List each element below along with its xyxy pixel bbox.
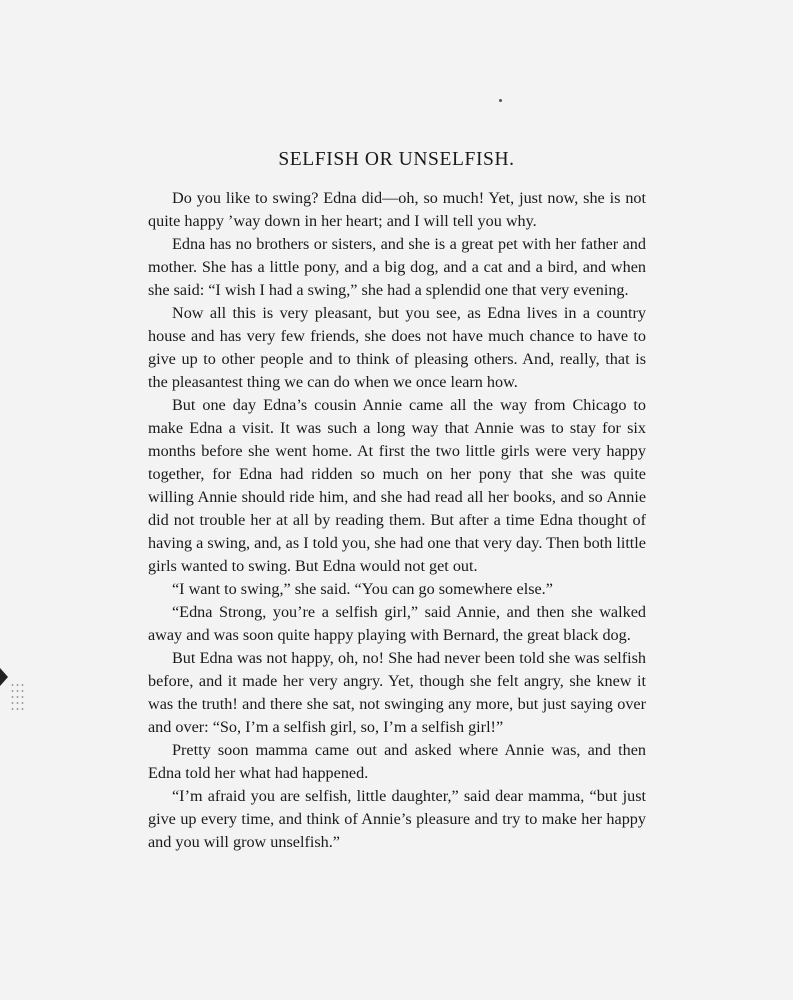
- paragraph-6: “Edna Strong, you’re a selfish girl,” said Annie, and then she walked away and was soon quite happy playing with Bernard, the great black dog.: [148, 603, 646, 644]
- margin-ink-mark: [0, 668, 8, 686]
- margin-ink-dots: [10, 682, 24, 710]
- paragraph-7: But Edna was not happy, oh, no! She had never been told she was selfish before, and it made her very angry. Yet, though she felt angry, she knew it was the truth! and there she sat, not swinging any more, but just saying over and over: “So, I’m a selfish girl, so, I’m a selfish girl!”: [148, 649, 646, 736]
- paragraph-8: Pretty soon mamma came out and asked where Annie was, and then Edna told her what had happened.: [148, 741, 646, 782]
- paragraph-2: Edna has no brothers or sisters, and she is a great pet with her father and mother. She has a little pony, and a big dog, and a cat and a bird, and when she said: “I wish I had a swing,” she had a splendid one that very evening.: [148, 235, 646, 299]
- paragraph-4: But one day Edna’s cousin Annie came all the way from Chicago to make Edna a visit. It was such a long way that Annie was to stay for six months before she went home. At first the two little girls were very happy together, for Edna had ridden so much on her pony that she was quite willing Annie should ride him, and she had read all her books, and so Annie did not trouble her at all by reading them. But after a time Edna thought of having a swing, and, as I told you, she had one that very day. Then both little girls wanted to swing. But Edna would not get out.: [148, 396, 646, 575]
- paragraph-1: Do you like to swing? Edna did—oh, so much! Yet, just now, she is not quite happy ’way down in her heart; and I will tell you why.: [148, 189, 646, 230]
- page-speck: [499, 99, 502, 102]
- paragraph-5: “I want to swing,” she said. “You can go somewhere else.”: [172, 580, 553, 598]
- story-title: SELFISH OR UNSELFISH.: [278, 149, 515, 170]
- paragraph-9: “I’m afraid you are selfish, little daughter,” said dear mamma, “but just give up every time, and think of Annie’s pleasure and try to make her happy and you will grow unselfish.”: [148, 787, 646, 851]
- paragraph-3: Now all this is very pleasant, but you see, as Edna lives in a country house and has very few friends, she does not have much chance to have to give up to other people and to think of pleasing others. And, really, that is the pleasantest thing we can do when we once learn how.: [148, 304, 646, 391]
- story-body: [148, 187, 646, 854]
